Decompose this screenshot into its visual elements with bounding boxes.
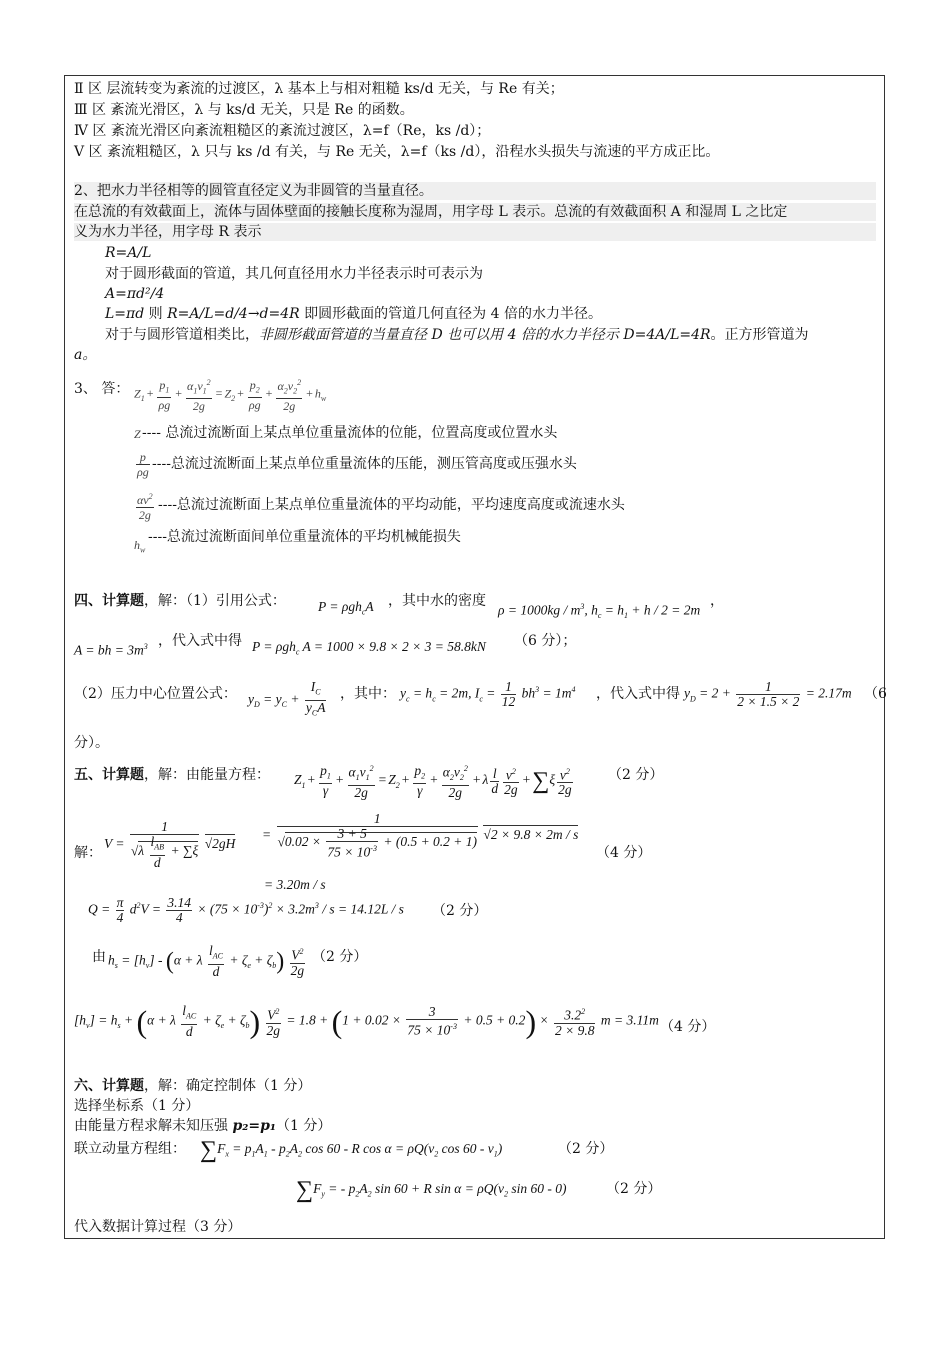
q3-label: 3、 答：: [74, 381, 130, 397]
q2-circle-text: 对于圆形截面的管道，其几何直径用水力半径表示时可表示为: [105, 266, 483, 282]
s5-by-label: 由: [92, 949, 106, 965]
s4-pressure-formula: P = ρgh$_c$A: [318, 599, 374, 617]
s4-points-1: （6 分）；: [514, 633, 577, 649]
q2-a-formula: A=πd²/4: [105, 286, 165, 302]
zone-2-line: Ⅱ 区 层流转变为紊流的过渡区，λ 基本上与相对粗糙 ks/d 无关，与 Re 有关；: [74, 81, 564, 97]
s5-solution-label: 解：: [74, 845, 102, 861]
s5-velocity-substituted: = 1 √0.02 × $\frac{3 + 5}{75 \times 10^{-3}}$ + (0.5 + 0.2 + 1) √2 × 9.8 × 2m / s: [262, 811, 579, 860]
s4-density-formula: $\rho = 1000kg / m^3$, $h_c = h_1 + h / 2 = 2m$: [498, 602, 701, 621]
s4-area-formula: A = bh = $3m^3$: [74, 642, 148, 658]
s4-line-1: 四、计算题，解：（1）引用公式：: [74, 593, 286, 609]
zone-4-line: Ⅳ 区 紊流光滑区向紊流粗糙区的紊流过渡区，λ=f（Re，ks /d）；: [74, 123, 491, 139]
z-symbol: Z: [134, 427, 141, 441]
q3-z-desc: ---- 总流过流断面上某点单位重量流体的位能，位置高度或位置水头: [142, 425, 558, 441]
s5-points-1: （2 分）: [608, 767, 664, 783]
q2-paragraph-a: 在总流的有效截面上，流体与固体壁面的接触长度称为湿周，用字母 L 表示。总流的有效截面积 A 和湿周 L 之比定: [74, 203, 876, 221]
s5-points-4: （2 分）: [312, 949, 368, 965]
zone-3-line: Ⅲ 区 紊流光滑区，λ 与 ks/d 无关，只是 Re 的函数。: [74, 102, 414, 118]
s4-where-text: ，其中：: [340, 686, 396, 702]
q2-r-formula: R=A/L: [105, 245, 152, 261]
bernoulli-equation: $Z_1$ + $\frac{p_1}{\rho g}$ + $\frac{\alpha_1v_1^2}{2g}$ = $Z_2$ + $\frac{p_2}{\rho g}$ + $\frac{\alpha_2v_2^2}{2g}$ + $h_w$: [134, 377, 327, 414]
s6-fy-equation: $\sum F_y$ = - $p_2A_2$ sin 60 + R $\sin \alpha = \rho Q(v_2$ sin 60 - 0): [296, 1176, 567, 1203]
s5-line-1: 五、计算题，解：由能量方程：: [74, 767, 270, 783]
s4-points-2a: （6: [864, 686, 887, 702]
q3-h-desc: ----总流过流断面间单位重量流体的平均机械能损失: [148, 529, 461, 545]
s4-force-result: P = ρgh$_c$ A = 1000 × 9.8 × 2 × 3 = 58.8kN: [252, 639, 486, 657]
q3-v-desc: ----总流过流断面上某点单位重量流体的平均动能，平均速度高度或流速水头: [158, 497, 625, 513]
s6-line-3: 由能量方程求解未知压强 p₂=p₁（1 分）: [74, 1118, 332, 1134]
q2-heading: 2、把水力半径相等的圆管直径定义为非圆管的当量直径。: [74, 182, 876, 200]
s6-fx-equation: $\sum F_x = p_1A_1 - p_2A_2$ cos 60 - R $\cos \alpha = \rho Q(v_2$ $\cos 60 - v_1$): [200, 1136, 503, 1163]
s5-points-2: （4 分）: [596, 845, 652, 861]
s6-line-4: 联立动量方程组：: [74, 1141, 186, 1157]
hw-symbol: $h_w$: [134, 538, 146, 555]
alpha-v2-over-2g: $\frac{\alpha v^2}{2g}$: [137, 492, 153, 522]
q2-last-line: 对于与圆形管道相类比，非圆形截面管道的当量直径 D 也可以用 4 倍的水力半径示 D=4A/L=4R。正方形管道为: [105, 327, 809, 343]
s6-line-5: 代入数据计算过程（3 分）: [74, 1219, 242, 1235]
s4-params-formula: $y_c = h_c = 2m$, $I_c$ = $\frac{1}{12}$ $bh^3 = 1m^4$: [400, 679, 576, 709]
q2-last-line-tail: a。: [74, 347, 97, 363]
q2-paragraph-b: 义为水力半径，用字母 R 表示: [74, 223, 876, 241]
s6-line-1: 六、计算题，解：确定控制体（1 分）: [74, 1078, 312, 1094]
s4-center-text: （2）压力中心位置公式：: [74, 686, 237, 702]
s4-yd-result: $y_D = 2$ + $\frac{1}{2 \times 1.5 \times 2}$ = 2.17m: [684, 679, 852, 709]
q2-l-line: L=πd 则 R=A/L=d/4→d=4R 即圆形截面的管道几何直径为 4 倍的水力半径。: [105, 306, 602, 322]
s4-density-text: ，其中水的密度: [388, 593, 486, 609]
s5-flow-formula: Q = $\frac{\pi}{4}$ $d^2V$ = $\frac{3.14}{4}$ × $(75 \times 10^{-3})^2 \times 3.2m^3 / s = 14.12L / s$: [88, 895, 404, 925]
p-over-rho-g: $\frac{p}{\rho g}$: [137, 450, 149, 479]
s5-hs-formula: $h_s = [h_v] - (\alpha + \lambda$ $l_{AC}$ d + $\zeta_e + \zeta_b$) $\frac{V^2}{2g}$: [108, 943, 305, 979]
s4-substitute-2: ，代入式中得: [596, 686, 680, 702]
s6-points-1: （2 分）: [558, 1141, 614, 1157]
s6-points-2: （2 分）: [606, 1181, 662, 1197]
s4-substitute-text: ，代入式中得: [158, 633, 242, 649]
s5-points-3: （2 分）: [432, 903, 488, 919]
s5-points-5: （4 分）: [660, 1019, 716, 1035]
s4-center-formula: $y_D = y_C$ + $I_C$ $y_CA$: [248, 679, 326, 718]
s5-hv-formula: $[h_v] = h_s + (\alpha + \lambda$ $l_{AC}$ d + $\zeta_e + \zeta_b$) $\frac{V^2}{2g}$ = 1.8 + (1 + 0.02 × $\frac{3}{75 \times 10^{-3}}$ + 0.5 + 0.2) × $\frac{3.2^2}{2 \times 9.8}$ m = 3.11m: [74, 1003, 659, 1040]
s5-velocity-formula: V = 1 √λ $l_{AB}$ d + ∑ξ √2gH: [104, 819, 236, 870]
s6-line-2: 选择坐标系（1 分）: [74, 1098, 200, 1114]
q3-p-desc: ----总流过流断面上某点单位重量流体的压能，测压管高度或压强水头: [152, 456, 577, 472]
s4-points-2b: 分）。: [74, 735, 109, 751]
s5-velocity-result: = 3.20m / s: [264, 877, 326, 892]
s5-energy-equation: $Z_1$ + $\frac{p_1}{\gamma}$ + $\frac{\alpha_1v_1^2}{2g}$ = $Z_2$ + $\frac{p_2}{\gamma}$ + $\frac{\alpha_2v_2^2}{2g}$ + λ $\frac{l}{d}$ $\frac{v^2}{2g}$ +∑ξ $\frac{v^2}{2g}$: [294, 762, 572, 801]
zone-5-line: Ⅴ 区 紊流粗糙区，λ 只与 ks /d 有关，与 Re 无关，λ=f（ks /d），沿程水头损失与流速的平方成正比。: [74, 144, 720, 160]
